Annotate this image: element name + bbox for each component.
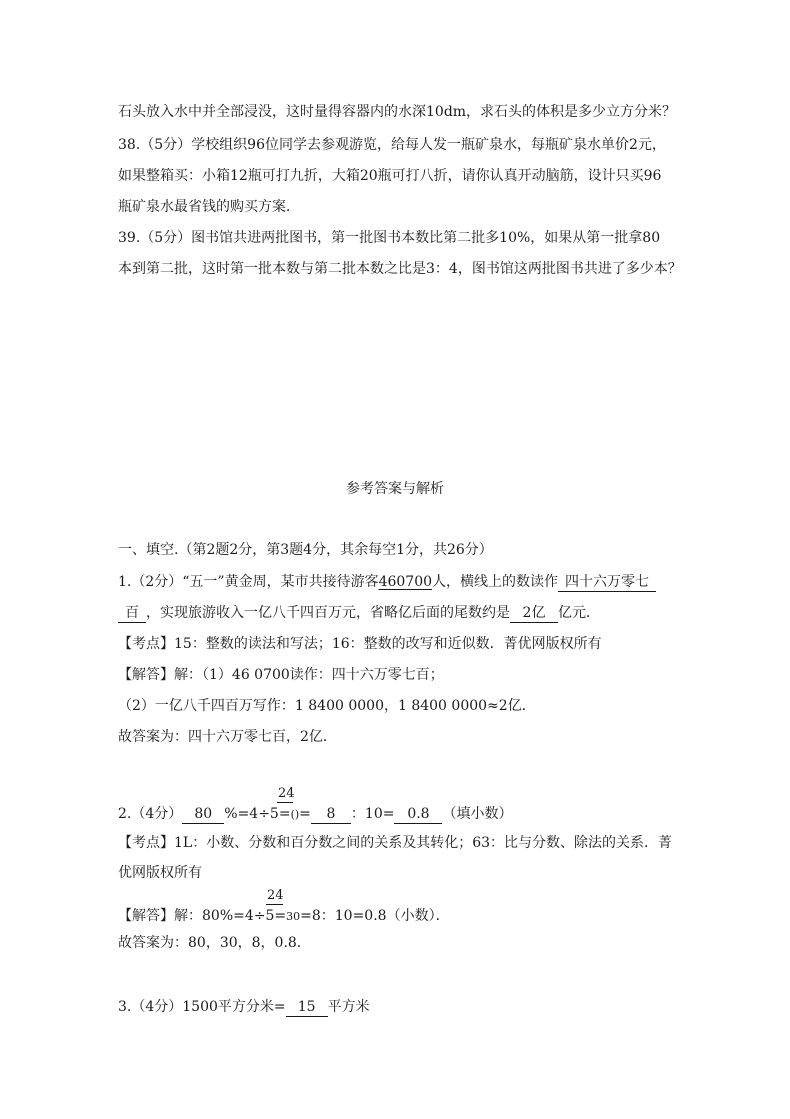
q2-solution-fraction-bar — [266, 904, 283, 905]
q2-kaodian-line2: 优网版权所有 — [118, 865, 202, 881]
q3-line1 — [118, 997, 370, 1017]
q2-kaodian-line1: 【考点】1L：小数、分数和百分数之间的关系及其转化；63：比与分数、除法的关系．菁 — [118, 835, 673, 851]
q1-kaodian: 【考点】15：整数的读法和写法；16：整数的改写和近似数．菁优网版权所有 — [118, 636, 602, 652]
q1-line1 — [118, 572, 656, 592]
q1-solution-2: （2）一亿八千四百万写作：1 8400 0000，1 8400 0000≈2亿． — [118, 698, 536, 714]
q2-solution-fraction-denominator: 30 — [286, 910, 301, 923]
problem-38-line2: 如果整箱买：小箱12瓶可打九折，大箱20瓶可打八折，请你认真开动脑筋，设计只买96 — [118, 168, 662, 184]
q2-answer-blank-3: 0.8 — [394, 806, 442, 824]
q1-text-d: 亿元． — [558, 605, 600, 621]
q2-solution-fraction-numerator: 24 — [267, 888, 284, 903]
q2-solution — [118, 906, 450, 927]
q2-text-4: （填小数） — [442, 806, 513, 822]
q2-fraction-numerator: 24 — [278, 786, 295, 801]
section-fill-blank-heading: 一、填空.（第2题2分，第3题4分，其余每空1分，共26分） — [118, 542, 493, 558]
q2-answer-blank-1: 80 — [182, 806, 224, 824]
answers-title: 参考答案与解析 — [346, 481, 444, 497]
q1-final-answer: 故答案为：四十六万零七百，2亿． — [118, 729, 337, 745]
q1-text-b: 人，横线上的数读作 — [432, 574, 559, 590]
q1-text-c: ，实现旅游收入一亿八千四百万元，省略亿后面的尾数约是 — [146, 605, 510, 621]
q2-solution-text-a: 【解答】解：80%=4÷5= — [118, 908, 287, 924]
problem-39-line2: 本到第二批，这时第一批本数与第二批本数之比是3：4，图书馆这两批图书共进了多少本？ — [118, 261, 682, 277]
q2-prefix: 2.（4分） — [118, 806, 183, 822]
problem-39-line1: 39.（5分）图书馆共进两批图书，第一批图书本数比第二批多10%，如果从第一批拿80 — [118, 230, 661, 246]
problem-38-line1: 38.（5分）学校组织96位同学去参观游览，给每人发一瓶矿泉水，每瓶矿泉水单价2元， — [118, 137, 666, 153]
q1-answer-blank-1-cont: 百 — [118, 605, 146, 623]
q1-answer-blank-1: 四十六万零七 — [558, 574, 656, 592]
q3-text-a: 3.（4分）1500平方分米= — [118, 999, 286, 1015]
q1-line2 — [118, 603, 600, 623]
q1-text-a: 1.（2分）“五一”黄金周，某市共接待游客 — [118, 574, 379, 590]
q2-fraction-denominator: () — [290, 808, 300, 821]
q1-visitor-number: 460700 — [378, 574, 433, 590]
q2-solution-text-b: =8：10=0.8（小数）． — [300, 908, 450, 924]
q2-line1 — [118, 804, 512, 825]
q2-answer-blank-2: 8 — [311, 806, 351, 824]
problem-38-line3: 瓶矿泉水最省钱的购买方案． — [118, 199, 300, 215]
q2-text-3: ：10= — [350, 806, 395, 822]
q1-answer-blank-2: 2亿 — [510, 605, 558, 623]
q3-text-b: 平方米 — [327, 999, 370, 1015]
q2-text-2: = — [299, 806, 311, 822]
problem-37-tail: 石头放入水中并全部浸没，这时量得容器内的水深10dm，求石头的体积是多少立方分米？ — [118, 104, 677, 120]
q2-text-1: %=4÷5= — [224, 806, 291, 822]
q3-answer-blank: 15 — [286, 999, 328, 1017]
q2-fraction-bar — [277, 802, 293, 803]
q2-final-answer: 故答案为：80，30，8，0.8． — [118, 935, 311, 951]
q1-solution-1: 【解答】解：（1）46 0700读作：四十六万零七百； — [118, 667, 444, 683]
